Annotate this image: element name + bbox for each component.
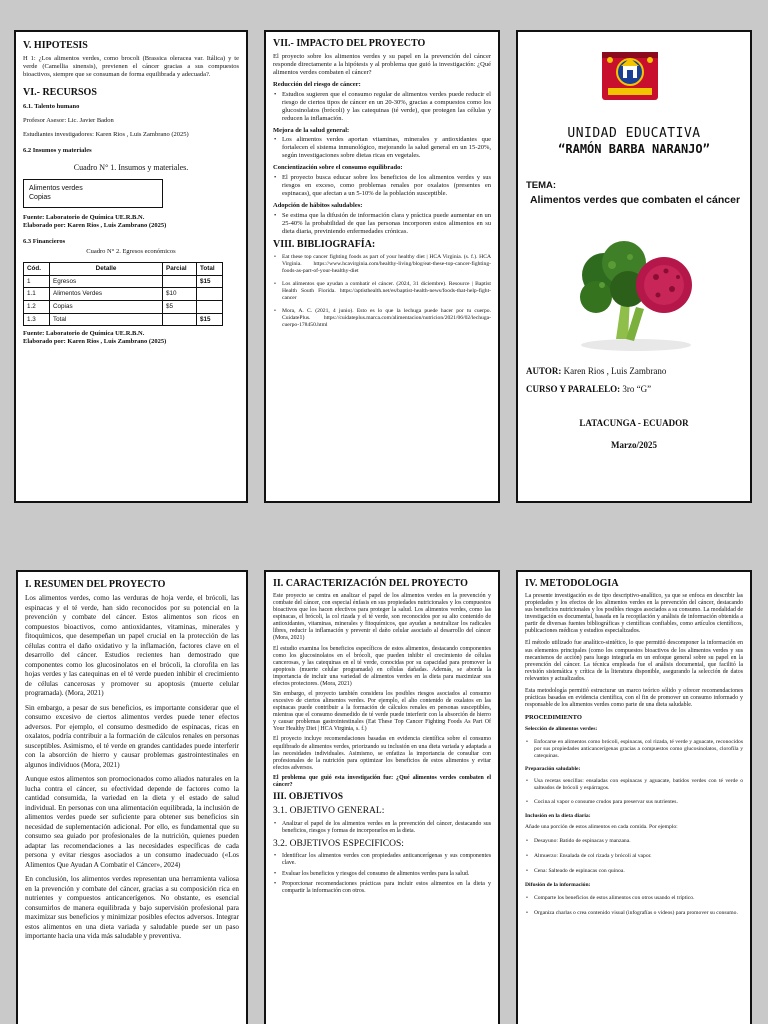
preparacion-title: Preparación saludable: — [525, 765, 581, 772]
objetivos-especificos-title: 3.2. OBJETIVOS ESPECIFICOS: — [273, 838, 404, 849]
caracterizacion-paragraph: Sin embargo, el proyecto también considera los posibles riesgos asociados al consumo excesivo de ciertos alimentos verdes. Por ejemplo, el alto contenido de oxalatos en las espinacas puede contribuir a la formación de cálculos renales en personas susceptibles, mientras que el consumo desmedido de té verde puede interferir con la absorción de hierro y causar problemas gastrointestinales (Eat These Top Cancer Fighting Foods As Part Of Your Healthy Diet | HCA Virginia, s. f.) — [273, 691, 491, 733]
impacto-list-4 — [273, 212, 491, 236]
resumen-paragraph: En conclusión, los alimentos verdes representan una herramienta valiosa en la prevención y combate del cáncer, gracias a su composición rica en nutrientes y compuestos anticancerígenos. No obstante, es esencial consumirlos de manera equilibrada y bajo supervisión profesional para maximizar sus beneficios y minimizar posibles efectos adversos. Integrar estos alimentos en una dieta variada y saludable puede ser un paso importante hacia una vida más saludable y preventiva. — [25, 875, 239, 941]
metodologia-paragraph: La presente investigación es de tipo descriptivo-analítico, ya que se enfoca en describir las propiedades y los efectos de los alimentos verdes en la prevención del cáncer, destacando sus beneficios nutricionales y los posibles riesgos asociados a su consumo. La modalidad de investigación es documental, basada en la recopilación y análisis de información obtenida a partir de diversas fuentes bibliográficas y científicas confiables, como artículos científicos, publicaciones médicas y estudios especializados. — [525, 593, 743, 635]
inclusion-text: Añade una porción de estos alimentos en cada comida. Por ejemplo: — [525, 823, 678, 830]
estudiantes-investigadores: Estudiantes investigadores: Karen Rios , Luis Zambrano (2025) — [23, 130, 189, 138]
table-cell: 1.2 — [24, 300, 50, 313]
metodologia-paragraph: El método utilizado fue analítico-sintético, lo que permitió descomponer la información en sus elementos principales (como los compuestos bioactivos de los alimentos verdes y sus mecanismos de acción) para luego integrarla en un enfoque general sobre su papel en la prevención del cáncer. La técnica empleada fue el análisis documental, que facilitó la revisión sistemática y crítica de la literatura disponible, asegurando la selección de datos relevantes y actualizados. — [525, 640, 743, 682]
bibliography-item: • Mora, A. C. (2021, 4 junio). Esto es lo que la lechuga puede hacer por tu cuerpo. CuidatePlus. https://cuidateplus.marca.com/alimentacion/nutricion/2021/06/02/lechuga-cuerpo-178450.html — [273, 308, 491, 329]
table-header-row — [24, 262, 223, 275]
table-row — [24, 300, 223, 313]
date-line: Marzo/2025 — [611, 440, 657, 450]
bibliography-list — [273, 254, 491, 329]
caracterizacion-paragraph: El estudio examina los beneficios específicos de estos alimentos, destacando componentes como los glucosinolatos en el brócoli, que pueden inhibir el crecimiento de células cancerosas, y las catequinas en el té verde, conocidas por su capacidad para promover la apoptosis (muerte celular programada) en células dañadas. Además, se aborda la importancia de incluir una variedad de alimentos verdes en la dieta para maximizar sus efectos protectores. (Mora, 2021) — [273, 645, 491, 687]
objetivos-especificos-list — [273, 853, 491, 894]
header-cell: Parcial — [163, 262, 197, 275]
profesor-asesor: Profesor Asesor: Lic. Javier Badon — [23, 117, 114, 125]
fuente-1: Fuente: Laboratorio de Química UE.R.B.N. — [23, 214, 145, 222]
table-cell: Total — [50, 313, 163, 326]
objetivo-general-list — [273, 821, 491, 835]
school-name-line-2: “RAMÓN BARBA NARANJO” — [558, 142, 710, 156]
impacto-sub-1: Reducción del riesgo de cáncer: — [273, 80, 361, 88]
table-cell: $5 — [163, 300, 197, 313]
list-item: • Comparte los beneficios de estos alimentos con otros usando el tríptico. — [525, 895, 743, 902]
school-crest-logo — [600, 44, 660, 106]
bibliography-item: • Eat these top cancer fighting foods as part of your healthy diet | HCA Virginia. (s. f.). HCA Virginia. https://www.hcavirginia.com/healthy-living/blog/eat-these-top-cancer-fighting-foods-as-part-of-your-healthy-diet — [273, 254, 491, 275]
metodologia-paragraph: Esta metodología permitió estructurar un marco teórico sólido y ofrecer recomendaciones prácticas basadas en evidencia científica, con el fin de promover un consumo informado y responsable de los alimentos verdes como parte de una dieta saludable. — [525, 687, 743, 709]
table-cell: Egresos — [50, 275, 163, 288]
material-item: Alimentos verdes — [29, 184, 83, 192]
list-item: • Organiza charlas o crea contenido visual (infografías o videos) para promover su consumo. — [525, 910, 743, 917]
list-item: • Cena: Salteado de espinacas con quinoa. — [525, 868, 743, 875]
table-cell — [163, 313, 197, 326]
impacto-list-1 — [273, 91, 491, 123]
panel-impacto-bibliografia — [264, 30, 500, 503]
list-item: • Analizar el papel de los alimentos verdes en la prevención del cáncer, destacando sus beneficios, riesgos y formas de incorporarlos en la dieta. — [273, 821, 491, 835]
section-title-hipotesis: V. HIPOTESIS — [23, 40, 88, 51]
objetivo-general-title: 3.1. OBJETIVO GENERAL: — [273, 806, 385, 817]
section-title-impacto: VII.- IMPACTO DEL PROYECTO — [273, 38, 426, 49]
panel-metodologia — [516, 570, 752, 1024]
impacto-sub-2: Mejora de la salud general: — [273, 126, 350, 134]
header-cell: Total — [197, 262, 223, 275]
difusion-title: Difusión de la información: — [525, 881, 591, 888]
list-item: • Desayuno: Batido de espinacas y manzana. — [525, 838, 743, 845]
table-cell: 1.3 — [24, 313, 50, 326]
table-cell: $15 — [197, 275, 223, 288]
impacto-list-2 — [273, 136, 491, 160]
hipotesis-text: H 1: ¿Los alimentos verdes, como brocoli (Brassica oleracea var. Itálica) y te verde (Camellia sinensis), previenen el cáncer gracias a sus compuestos bioactivos, siempre que se consuman de forma equilibrada y adecuada?. — [23, 55, 239, 79]
section-title-objetivos: III. OBJETIVOS — [273, 792, 344, 803]
list-item: • Estudios sugieren que el consumo regular de alimentos verdes puede reducir el riesgo de ciertos tipos de cáncer en un 20-30%, gracias a compuestos como los glucosinolatos (brócoli) y las catequinas (té verde), que protegen las células y reducen la inflamación. — [273, 91, 491, 123]
fuente-2: Fuente: Laboratorio de Química UE.R.B.N. — [23, 330, 145, 338]
procedimiento-title: PROCEDIMIENTO — [525, 714, 582, 722]
table-cell: Alimentos Verdes — [50, 288, 163, 301]
header-cell: Detalle — [50, 262, 163, 275]
list-item: • Los alimentos verdes aportan vitaminas, minerales y antioxidantes que fortalecen el sistema inmunológico, mejorando la salud general en un 15-20%, según investigaciones sobre dietas ricas en vegetales. — [273, 136, 491, 160]
section-title-resumen: I. RESUMEN DEL PROYECTO — [25, 579, 166, 590]
panel-cover — [516, 30, 752, 503]
material-item: Copias — [29, 194, 51, 202]
cover-illustration — [568, 227, 704, 357]
table-row — [24, 288, 223, 301]
autor-line — [526, 366, 666, 376]
impacto-sub-3: Concientización sobre el consumo equilibrado: — [273, 164, 403, 172]
resumen-paragraph: Sin embargo, a pesar de sus beneficios, es importante considerar que el consumo excesivo de ciertos alimentos verdes puede tener efectos adversos. Por ejemplo, el consumo desmedido de espinacas, ricas en oxalatos, podría contribuir a la formación de cálculos renales en personas susceptibles. Asimismo, el té verde en grandes cantidades puede interferir con la absorción de hierro y causar problemas gastrointestinales en algunos individuos (Mora, 2021) — [25, 703, 239, 769]
caracterizacion-paragraph: Este proyecto se centra en analizar el papel de los alimentos verdes en la prevención y combate del cáncer, con especial énfasis en sus propiedades nutricionales y los compuestos bioactivos que los hacen efectivos para proteger la salud. Los alimentos verdes, como las espinacas, el brócoli, la col rizada y el té verde, son reconocidos por su alto contenido de antioxidantes, vitaminas, minerales y fitoquímicos, que ayudan a neutralizar los radicales libres, reducir la inflamación y prevenir el daño celular asociado al desarrollo del cáncer (Mora, 2021) — [273, 593, 491, 642]
section-title-recursos: VI.- RECURSOS — [23, 86, 97, 98]
difusion-list — [525, 895, 743, 917]
elaborado-2: Elaborado por: Karen Rios , Luis Zambrano (2025) — [23, 338, 167, 346]
cuadro1-caption: Cuadro N° 1. Insumos y materiales. — [73, 162, 189, 172]
inclusion-list — [525, 838, 743, 875]
cuadro2-caption: Cuadro N° 2. Egresos económicos — [86, 247, 176, 255]
list-item: • Enfocarse en alimentos como brócoli, espinacas, col rizada, té verde y aguacate, reconocidos por sus propiedades anticancerígenas gracias a compuestos como glucosinolatos, clorofila y catequinas. — [525, 739, 743, 760]
panel-resumen — [16, 570, 248, 1024]
list-item: • Identificar los alimentos verdes con propiedades anticancerígenas y sus componentes clave. — [273, 853, 491, 867]
school-name-line-1: UNIDAD EDUCATIVA — [567, 126, 701, 141]
impacto-list-3 — [273, 174, 491, 198]
caracterizacion-paragraph: El proyecto incluye recomendaciones basadas en evidencia científica sobre el consumo equilibrado de alimentos verdes, priorizando su inclusión en una dieta variada y adaptada a las necesidades individuales. Asimismo, se enfatiza la importancia de consultar con profesionales de la nutrición para optimizar los beneficios de estos alimentos y evitar efectos adversos. — [273, 736, 491, 771]
list-item: • Se estima que la difusión de información clara y práctica puede aumentar en un 25-40% la probabilidad de que las personas incorporen estos alimentos en su dieta diaria, previniendo enfermedades crónicas. — [273, 212, 491, 236]
tema-label: TEMA: — [526, 180, 557, 191]
impacto-intro: El proyecto sobre los alimentos verdes y su papel en la prevención del cáncer responde directamente a la hipótesis y al problema que guió la investigación: ¿Qué alimentos verdes combaten el cáncer? — [273, 53, 491, 77]
list-item: • El proyecto busca educar sobre los beneficios de los alimentos verdes y sus riesgos en exceso, como problemas renales por oxalatos (presentes en espinacas), que afectan a un 5-10% de la población susceptible. — [273, 174, 491, 198]
insumos-label: 6.2 Insumos y materiales — [23, 146, 92, 154]
seleccion-title: Selección de alimentos verdes: — [525, 725, 598, 732]
table-cell — [163, 275, 197, 288]
talento-humano-label: 6.1. Talento humano — [23, 103, 80, 111]
elaborado-1: Elaborado por: Karen Rios , Luis Zambrano (2025) — [23, 222, 167, 230]
table-cell — [197, 300, 223, 313]
table-cell: $10 — [163, 288, 197, 301]
section-title-metodologia: IV. METODOLOGIA — [525, 578, 619, 589]
resumen-paragraph: Los alimentos verdes, como las verduras de hoja verde, el brócoli, las espinacas y el té verde, han sido reconocidos por su potencial en la prevención y combate del cáncer. Estos alimentos son ricos en compuestos bioactivos, como antioxidantes, vitaminas, minerales y fitoquímicos, que desempeñan un papel crucial en la protección de las células contra el daño oxidativo y la inflamación, factores clave en el desarrollo del cáncer. Estudios recientes han demostrado que componentes como los glucosinolatos en el brócoli, la clorofila en las hojas verdes y las catequinas en el té verde pueden inhibir el crecimiento de células cancerosas y promover su apoptosis (muerte celular programada). (Mora, 2021) — [25, 594, 239, 698]
table-row — [24, 275, 223, 288]
tema-title: Alimentos verdes que combaten el cáncer — [529, 194, 741, 206]
autor-label: AUTOR: — [526, 366, 562, 376]
financieros-label: 6.3 Financieros — [23, 238, 66, 246]
table-cell — [197, 288, 223, 301]
panel-hipotesis-recursos — [14, 30, 248, 503]
table-cell: 1 — [24, 275, 50, 288]
autor-value: Karen Rios , Luis Zambrano — [563, 366, 667, 376]
resumen-paragraph: Aunque estos alimentos son promocionados como aliados naturales en la lucha contra el cáncer, su efectividad depende de factores como la cantidad consumida, la variedad en la dieta y el estado de salud individual. En personas con una alimentación equilibrada, la inclusión de alimentos verdes puede ser suficiente para obtener sus beneficios sin necesidad de suplementación adicional. Por ello, es fundamental que su consumo sea guiado por profesionales de la nutrición, quienes pueden adaptar las recomendaciones a las necesidades específicas de cada persona y evitar riesgos asociados a un consumo inadecuado («Los Alimentos Que Ayudan A Combatir el Cáncer», 2024) — [25, 775, 239, 869]
seleccion-list — [525, 739, 743, 760]
header-cell: Cód. — [24, 262, 50, 275]
preparacion-list — [525, 778, 743, 806]
list-item: • Proporcionar recomendaciones prácticas para incluir estos alimentos en la dieta y compartir la información con otros. — [273, 881, 491, 895]
list-item: • Usa recetas sencillas: ensaladas con espinacas y aguacate, batidos verdes con té verde o salteados de brócoli y espárragos. — [525, 778, 743, 792]
list-item: • Cocina al vapor o consume crudos para preservar sus nutrientes. — [525, 799, 743, 806]
egresos-table — [23, 262, 223, 326]
inclusion-title: Inclusión en la dieta diaria: — [525, 813, 591, 820]
panel-caracterizacion — [264, 570, 500, 1024]
city-line: LATACUNGA - ECUADOR — [579, 418, 689, 428]
table-cell: 1.1 — [24, 288, 50, 301]
curso-value: 3ro “G” — [622, 384, 652, 394]
table-row — [24, 313, 223, 326]
materials-box — [23, 179, 163, 209]
curso-label: CURSO Y PARALELO: — [526, 384, 621, 394]
research-question: El problema que guió esta investigación fue: ¿Qué alimentos verdes combaten el cáncer? — [273, 774, 491, 788]
section-title-bibliografia: VIII. BIBLIOGRAFÍA: — [273, 238, 376, 250]
section-title-caracterizacion: II. CARACTERIZACIÓN DEL PROYECTO — [273, 578, 468, 589]
bibliography-item: • Los alimentos que ayudan a combatir el cáncer. (2024, 31 diciembre). Resource | Baptist Health South Florida. https://aptisthealth.net/es/baptist-health-news/foods-that-help-fight-cancer — [273, 281, 491, 302]
list-item: • Evaluar los beneficios y riesgos del consumo de alimentos verdes para la salud. — [273, 871, 491, 878]
curso-line — [526, 384, 651, 394]
table-cell: Copias — [50, 300, 163, 313]
list-item: • Almuerzo: Ensalada de col rizada y brócoli al vapor. — [525, 853, 743, 860]
impacto-sub-4: Adopción de hábitos saludables: — [273, 201, 363, 209]
table-cell: $15 — [197, 313, 223, 326]
